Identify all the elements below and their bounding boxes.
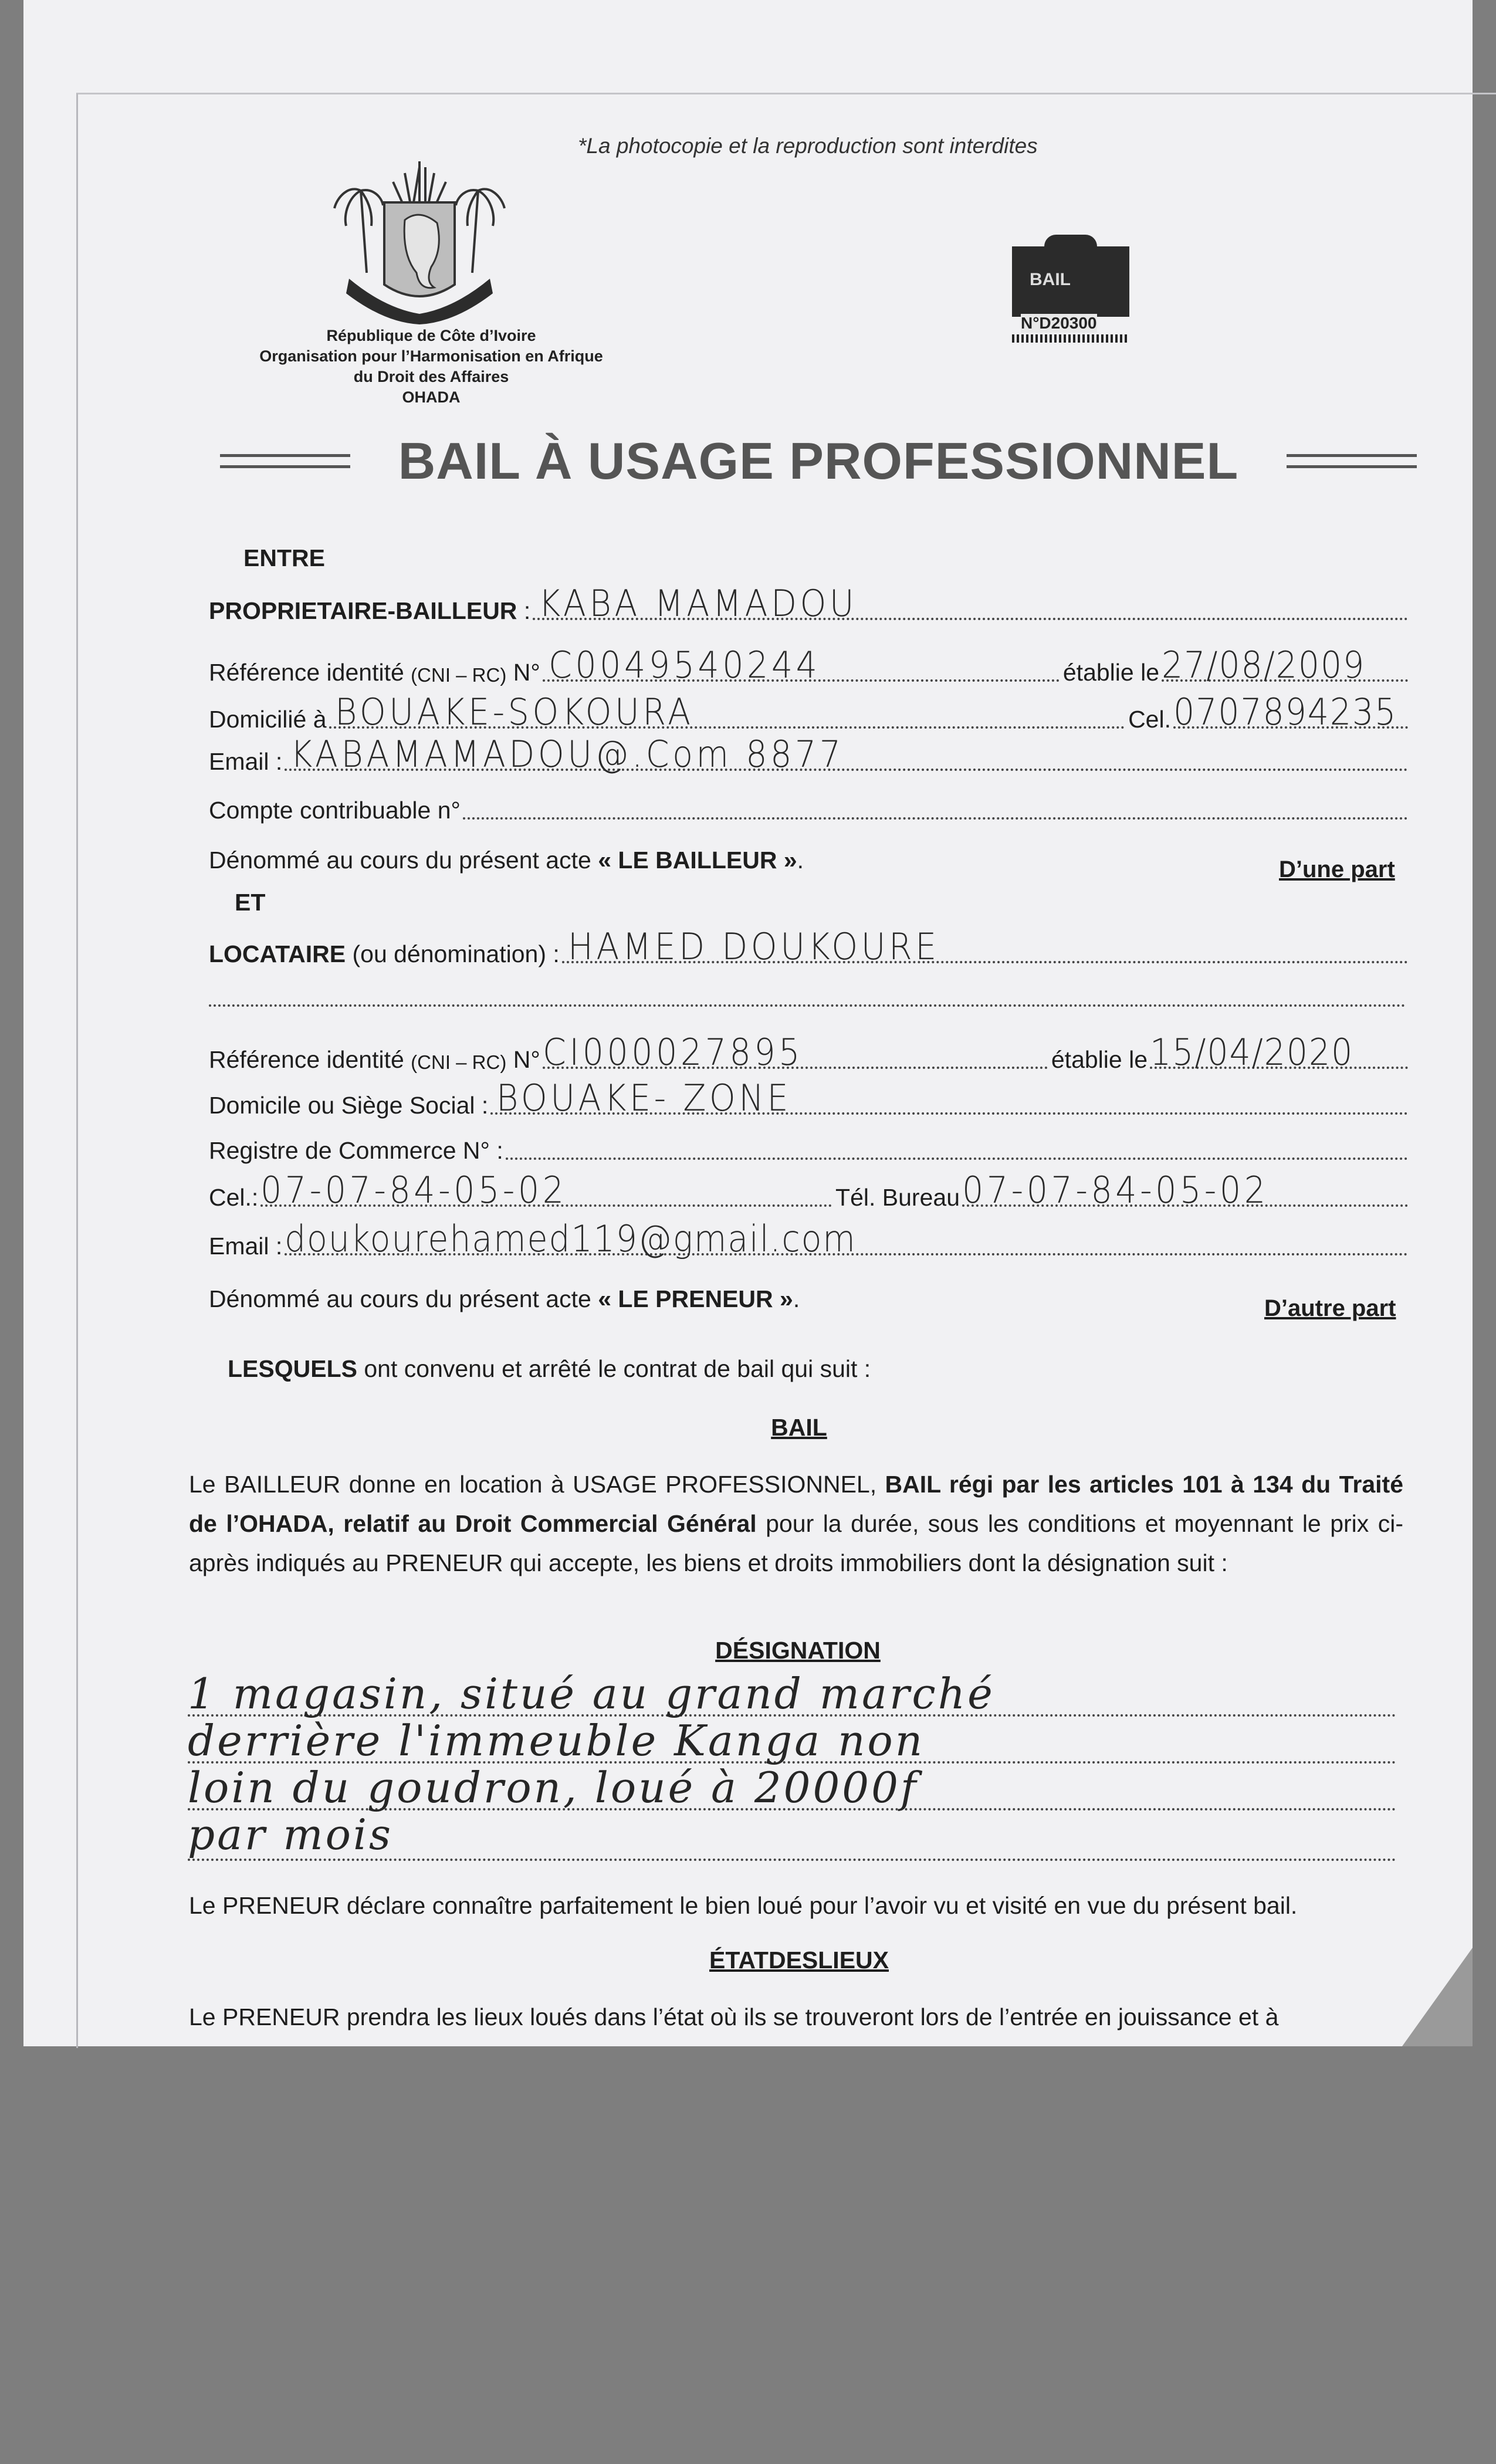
bailleur-name-value: KABA MAMADOU [539,582,858,625]
locataire-email-field[interactable] [285,1217,1408,1260]
locataire-name-row: LOCATAIRE (ou dénomination) : HAMED DOUKOURE [209,933,1412,968]
bailleur-id-sub: (CNI – RC) [411,664,507,686]
locataire-name-value: HAMED DOUKOURE [567,925,940,968]
locataire-tel-value: 07-07-84-05-02 [962,1169,1269,1211]
bailleur-designated-prefix: Dénommé au cours du présent acte [209,847,591,874]
bailleur-tax-row [209,789,1412,824]
dautre-part-label: D’autre part [1264,1295,1396,1321]
bailleur-cel-field[interactable] [1173,691,1408,733]
bailleur-cel-label: Cel. [1128,706,1171,733]
bailleur-id-value: C0049540244 [548,644,821,686]
bailleur-id-field[interactable] [543,644,1060,686]
bailleur-designation-row: Dénommé au cours du présent acte « LE BAILLEUR » . [209,847,804,874]
bailleur-domicile-field[interactable] [329,691,1125,733]
bailleur-id-label: Référence identité [209,659,404,686]
locataire-rc-label: Registre de Commerce N° [209,1137,490,1164]
etat-des-lieux-heading: ÉTATDESLIEUX [709,1947,889,1974]
locataire-name-sub: (ou dénomination) [352,940,546,967]
bailleur-issued-value: 27/08/2009 [1162,644,1366,686]
bailleur-name-row: PROPRIETAIRE-BAILLEUR : KABA MAMADOU [209,590,1412,625]
bailleur-issued-field[interactable] [1162,644,1408,686]
bailleur-email-label: Email [209,748,269,775]
locataire-issued-label: établie le [1051,1046,1148,1073]
bailleur-domicile-label: Domicilié à [209,706,327,733]
bailleur-issued-label: établie le [1062,659,1159,686]
locataire-id-no: N° [513,1046,540,1073]
copy-notice: *La photocopie et la reproduction sont interdites [578,134,1038,158]
dune-part-label: D’une part [1279,857,1395,882]
locataire-domicile-label: Domicile ou Siège Social [209,1092,475,1119]
bailleur-designated-name: « LE BAILLEUR » [598,847,797,874]
issuer-block [235,326,628,408]
bailleur-id-row [209,644,1412,686]
stamp-number: N°D20300 [1021,314,1097,332]
locataire-domicile-row: Domicile ou Siège Social : BOUAKE- ZONE [209,1084,1412,1119]
lesquels-line [228,1349,1442,1389]
stamp-label: BAIL [1030,270,1071,289]
et-heading: ET [235,889,266,916]
bail-p1-b: BAIL régi par les articles 101 à 134 du Traité de l’OHADA, relatif au Droit Commercial Général [189,1471,1404,1537]
designation-heading: DÉSIGNATION [715,1637,881,1664]
designation-handwriting: par mois [188,1810,393,1859]
lesquels-rest: ont convenu et arrêté le contrat de bail qui suit : [357,1355,871,1382]
issuer-line: Organisation pour l’Harmonisation en Afrique [259,347,603,365]
bailleur-id-no: N° [513,659,540,686]
designation-handwriting: loin du goudron, loué à 20000f [188,1763,919,1812]
locataire-id-label: Référence identité [209,1046,404,1073]
entre-heading: ENTRE [243,544,325,571]
bailleur-email-field[interactable] [285,733,1408,776]
fiscal-stamp [1012,235,1129,344]
bailleur-tax-field[interactable] [463,791,1408,820]
title-rule-left [220,454,350,468]
issuer-line: OHADA [402,388,461,406]
locataire-cel-value: 07-07-84-05-02 [260,1169,567,1211]
bail-p1-c: pour la durée, sous les conditions et moyennant le prix ci-après indiqués au PRENEUR qui accepte, les biens et droits immobiliers dont la désignation suit : [189,1510,1403,1576]
locataire-phone-row [209,1169,1412,1211]
locataire-email-label: Email [209,1233,269,1260]
issuer-line: République de Côte d’Ivoire [326,327,536,344]
document-title [220,431,1417,491]
bailleur-email-row: Email : KABAMAMADOU@.Com 8877 [209,740,1412,776]
locataire-rc-field[interactable] [506,1132,1408,1160]
locataire-domicile-value: BOUAKE- ZONE [496,1077,792,1119]
bailleur-email-value: KABAMAMADOU@.Com 8877 [290,733,844,776]
title-text: BAIL À USAGE PROFESSIONNEL [398,432,1239,490]
preneur-declaration: Le PRENEUR déclare connaître parfaitement le bien loué pour l’avoir vu et visité en vue du présent bail. [189,1892,1298,1919]
locataire-id-sub: (CNI – RC) [411,1051,507,1073]
locataire-rc-row: Registre de Commerce N° : [209,1129,1412,1165]
locataire-name-label: LOCATAIRE [209,940,346,967]
bail-heading: BAIL [771,1414,827,1441]
locataire-designation-row: Dénommé au cours du présent acte « LE PRENEUR » . [209,1285,800,1312]
bailleur-domicile-value: BOUAKE-SOKOURA [334,691,694,733]
designation-handwriting: derrière l'immeuble Kanga non [188,1716,925,1765]
locataire-designated-name: « LE PRENEUR » [598,1285,793,1312]
locataire-id-value: CI000027895 [542,1031,803,1074]
locataire-tel-label: Tél. Bureau [835,1184,960,1211]
designation-handwriting: 1 magasin, situé au grand marché [188,1669,995,1718]
locataire-cel-label: Cel.: [209,1184,259,1211]
locataire-email-value: doukourehamed119@gmail.com [285,1217,857,1260]
locataire-issued-value: 15/04/2020 [1150,1031,1354,1074]
locataire-tel-field[interactable] [962,1169,1408,1211]
issuer-line: du Droit des Affaires [353,368,509,385]
bailleur-tax-label: Compte contribuable n° [209,797,461,824]
bail-p1-a: Le BAILLEUR donne en location à USAGE PROFESSIONNEL, [189,1471,885,1498]
bailleur-name-label: PROPRIETAIRE-BAILLEUR [209,597,517,624]
lesquels-bold: LESQUELS [228,1355,357,1382]
locataire-issued-field[interactable] [1150,1031,1408,1074]
bailleur-domicile-row [209,691,1412,733]
coat-of-arms-emblem [326,155,513,326]
bail-paragraph [189,1465,1403,1583]
locataire-id-field[interactable] [542,1031,1048,1074]
locataire-id-row [209,1031,1412,1074]
title-rule-right [1287,454,1417,468]
locataire-email-row: Email : doukourehamed119@gmail.com [209,1225,1412,1260]
locataire-cel-field[interactable] [260,1169,832,1211]
bailleur-cel-value: 0707894235 [1173,691,1397,733]
locataire-name-continuation-line[interactable] [209,1004,1406,1007]
etat-paragraph: Le PRENEUR prendra les lieux loués dans l’état où ils se trouveront lors de l’entrée en jouissance et à [189,2003,1279,2030]
locataire-designated-prefix: Dénommé au cours du présent acte [209,1285,591,1312]
